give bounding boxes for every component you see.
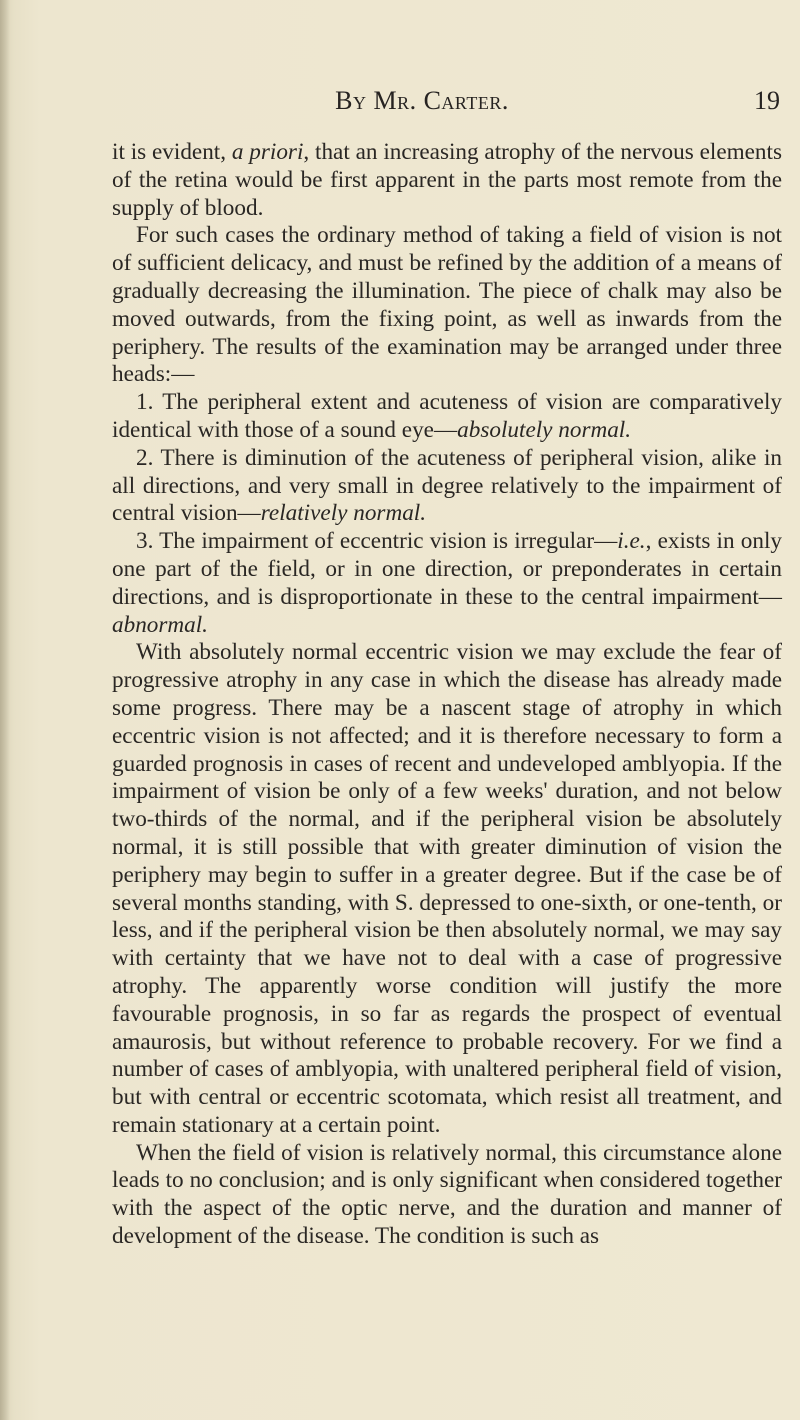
page-number: 19	[754, 86, 780, 115]
paragraph-list-item-3: 3. The impairment of eccentric vision is irregular—i.e., exists in only one part of the field, or in one direction, or preponderates in certain directions, and is disproportionate in these to the central impairment—abnormal.	[112, 528, 782, 638]
running-title: By Mr. Carter.	[335, 86, 509, 115]
paragraph-2: For such cases the ordinary method of taking a field of vision is not of sufficient delicacy, and must be refined by the addition of a means of gradually decreasing the illumination. The piece of chalk may also be moved outwards, from the fixing point, as well as inwards from the periphery. The results of the examination may be arranged under three heads:—	[112, 222, 782, 388]
text-body	[112, 139, 782, 1251]
paragraph-list-item-1: 1. The peripheral extent and acuteness of vision are comparatively identical with those of a sound eye—absolutely normal.	[112, 389, 782, 443]
spine-shadow	[0, 0, 10, 1420]
paragraph-list-item-2: 2. There is diminution of the acuteness of peripheral vision, alike in all directions, and very small in degree relatively to the impairment of central vision—relatively normal.	[112, 444, 782, 527]
paragraph-1: it is evident, a priori, that an increasing atrophy of the nervous elements of the retina would be first apparent in the parts most remote from the supply of blood.	[112, 139, 782, 221]
paragraph-7: When the field of vision is relatively normal, this circumstance alone leads to no conclusion; and is only significant when considered together with the aspect of the optic nerve, and the duration and manner of development of the disease. The condition is such as	[112, 1139, 782, 1250]
paragraph-6: With absolutely normal eccentric vision we may exclude the fear of progressive atrophy in any case in which the disease has already made some progress. There may be a nascent stage of atrophy in which eccentric vision is not affected; and it is therefore necessary to form a guarded prognosis in cases of recent and undeveloped amblyopia. If the impairment of vision be only of a few weeks' duration, and not below two-thirds of the normal, and if the peripheral vision be absolutely normal, it is still possible that with greater diminution of vision the periphery may begin to suffer in a greater degree. But if the case be of several months standing, with S. depressed to one-sixth, or one-tenth, or less, and if the peripheral vision be then absolutely normal, we may say with certainty that we have not to deal with a case of progressive atrophy. The apparently worse condition will justify the more favourable prognosis, in so far as regards the prospect of eventual amaurosis, but without reference to probable recovery. For we find a number of cases of amblyopia, with unaltered peripheral field of vision, but with central or eccentric scotomata, which resist all treatment, and remain stationary at a certain point.	[112, 639, 782, 1138]
running-head	[112, 86, 780, 116]
